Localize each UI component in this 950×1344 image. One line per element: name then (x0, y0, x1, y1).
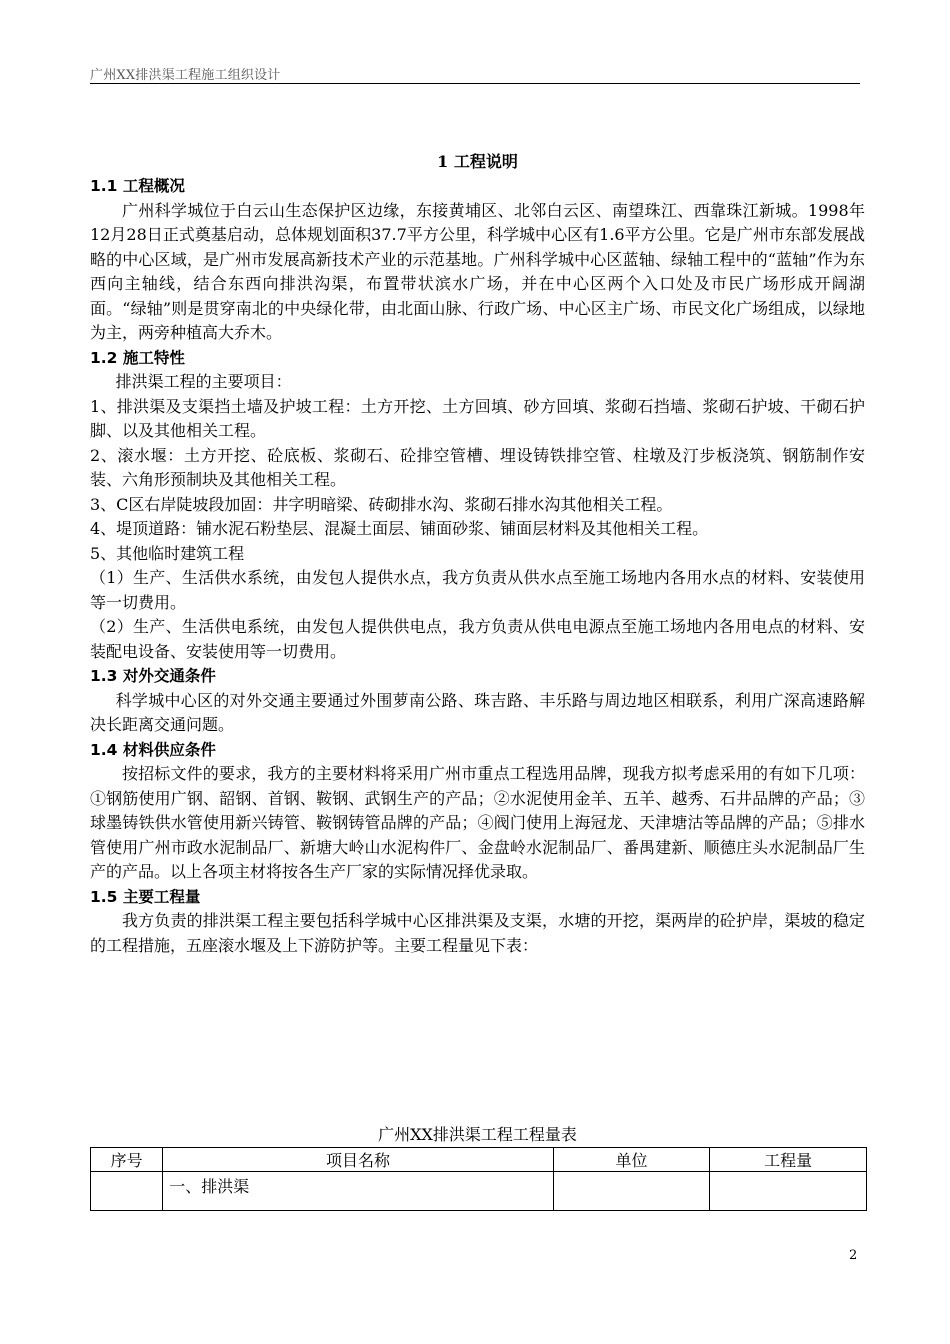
column-header-unit: 单位 (553, 1148, 710, 1172)
cell-item-name: 一、排洪渠 (163, 1172, 554, 1211)
section-heading-1-1: 1.1 工程概况 (90, 177, 185, 195)
list-item: 4、堤顶道路：铺水泥石粉垫层、混凝土面层、铺面砂浆、铺面层材料及其他相关工程。 (90, 519, 709, 538)
table-row (91, 1172, 867, 1211)
paragraph-quantities: 我方负责的排洪渠工程主要包括科学城中心区排洪渠及支渠，水塘的开挖，渠两岸的砼护岸，渠坡的稳定的工程措施，五座滚水堰及上下游防护等。主要工程量见下表： (90, 911, 865, 955)
list-item: （1）生产、生活供水系统，由发包人提供水点，我方负责从供水点至施工场地内各用水点的材料、安装使用等一切费用。 (90, 568, 865, 612)
document-title: 1 工程说明 (437, 152, 518, 171)
section-heading-1-3: 1.3 对外交通条件 (90, 667, 216, 685)
list-item: 3、C区右岸陡坡段加固：井字明暗梁、砖砌排水沟、浆砌石排水沟其他相关工程。 (90, 494, 673, 514)
cell-unit (553, 1172, 710, 1211)
list-item: 1、排洪渠及支渠挡土墙及护坡工程：土方开挖、土方回填、砂方回填、浆砌石挡墙、浆砌石护坡、干砌石护脚、以及其他相关工程。 (90, 396, 865, 440)
list-item: 2、滚水堰：土方开挖、砼底板、浆砌石、砼排空管槽、埋设铸铁排空管、柱墩及汀步板浇筑、钢筋制作安装、六角形预制块及其他相关工程。 (90, 445, 865, 489)
page-number: 2 (849, 1248, 858, 1263)
paragraph-overview: 广州科学城位于白云山生态保护区边缘，东接黄埔区、北邻白云区、南望珠江、西靠珠江新城。1998年12月28日正式奠基启动，总体规划面积37.7平方公里，科学城中心区有1.6平方公里。它是广州市东部发展战略的中心区域，是广州市发展高新技术产业的示范基地。广州科学城中心区蓝轴、绿轴工程中的“蓝轴”作为东西向主轴线，结合东西向排洪沟渠，布置带状滨水广场，并在中心区两个入口处及市民广场形成开阔湖面。“绿轴”则是贯穿南北的中央绿化带，由北面山脉、行政广场、中心区主广场、市民文化广场组成，以绿地为主，两旁种植高大乔木。 (90, 200, 865, 342)
table-caption: 广州XX排洪渠工程工程量表 (378, 1125, 577, 1144)
section-heading-1-5: 1.5 主要工程量 (90, 887, 201, 906)
page-header: 广州XX排洪渠工程施工组织设计 (90, 68, 281, 83)
list-item: 5、其他临时建筑工程 (90, 543, 245, 563)
paragraph-items-intro: 排洪渠工程的主要项目： (115, 372, 292, 391)
paragraph-transport: 科学城中心区的对外交通主要通过外围萝南公路、珠吉路、丰乐路与周边地区相联系，利用广深高速路解决长距离交通问题。 (90, 690, 865, 734)
column-header-item-name: 项目名称 (163, 1148, 554, 1172)
column-header-index: 序号 (91, 1148, 163, 1172)
header-rule (90, 83, 860, 84)
list-item: （2）生产、生活供电系统，由发包人提供供电点，我方负责从供电电源点至施工场地内各用电点的材料、安装配电设备、安装使用等一切费用。 (90, 617, 865, 661)
column-header-quantity: 工程量 (710, 1148, 867, 1172)
table-header-row (91, 1148, 867, 1172)
paragraph-materials: 按招标文件的要求，我方的主要材料将采用广州市重点工程选用品牌，现我方拟考虑采用的有如下几项：①钢筋使用广钢、韶钢、首钢、鞍钢、武钢生产的产品；②水泥使用金羊、五羊、越秀、石井品牌的产品；③球墨铸铁供水管使用新兴铸管、鞍钢铸管品牌的产品；④阀门使用上海冠龙、天津塘沽等品牌的产品；⑤排水管使用广州市政水泥制品厂、新塘大岭山水泥构件厂、金盘岭水泥制品厂、番禺建新、顺德庄头水泥制品厂生产的产品。以上各项主材将按各生产厂家的实际情况择优录取。 (90, 764, 865, 881)
quantity-table (90, 1147, 867, 1211)
document-body (90, 150, 865, 958)
section-heading-1-4: 1.4 材料供应条件 (90, 740, 216, 759)
cell-quantity (710, 1172, 867, 1211)
section-heading-1-2: 1.2 施工特性 (90, 348, 185, 367)
cell-index (91, 1172, 163, 1211)
